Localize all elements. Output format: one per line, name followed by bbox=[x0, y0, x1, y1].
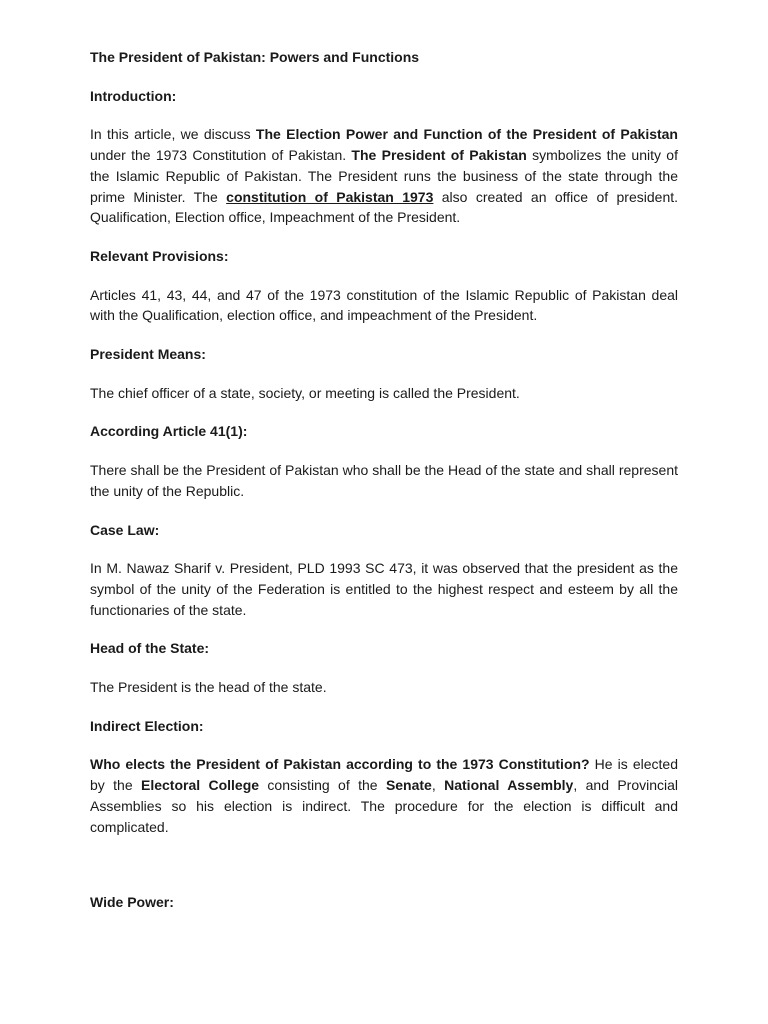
senate: Senate bbox=[385, 777, 432, 794]
paragraph-introduction bbox=[90, 124, 678, 228]
document-title: The President of Pakistan: Powers and Functions bbox=[90, 49, 420, 65]
heading-wide-power: Wide Power: bbox=[90, 894, 174, 911]
intro-text-1: In this article, we discuss bbox=[90, 126, 256, 143]
heading-article-41: According Article 41(1): bbox=[90, 423, 248, 440]
heading-indirect-election: Indirect Election: bbox=[90, 717, 204, 734]
heading-president-means: President Means: bbox=[90, 346, 206, 363]
paragraph-head-of-state: The President is the head of the state. bbox=[90, 679, 327, 696]
paragraph-president-means: The chief officer of a state, society, or meeting is called the President. bbox=[90, 384, 520, 401]
paragraph-relevant-provisions: Articles 41, 43, 44, and 47 of the 1973 constitution of the Islamic Republic of Pakistan deal with the Qualification, election office, and impeachment of the President. bbox=[90, 286, 678, 324]
heading-relevant-provisions: Relevant Provisions: bbox=[90, 247, 229, 264]
intro-text-4: also created an office of president. Qualification, Election office, Impeachment of the President. bbox=[90, 188, 679, 226]
electoral-college: Electoral College bbox=[140, 777, 260, 794]
election-question: Who elects the President of Pakistan according to the 1973 Constitution? bbox=[90, 756, 590, 773]
paragraph-indirect-election bbox=[90, 754, 678, 837]
election-text-1: He is elected by the bbox=[90, 756, 678, 794]
paragraph-case-law: In M. Nawaz Sharif v. President, PLD 1993 SC 473, it was observed that the president as the symbol of the unity of the Federation is entitled to the highest respect and esteem by all the functionaries of the state. bbox=[90, 560, 678, 618]
heading-introduction: Introduction: bbox=[90, 87, 177, 104]
paragraph-article-41: There shall be the President of Pakistan who shall be the Head of the state and shall represent the unity of the Republic. bbox=[90, 462, 678, 499]
intro-text-2: under the 1973 Constitution of Pakistan. bbox=[90, 147, 352, 164]
intro-bold-2: The President of Pakistan bbox=[351, 147, 527, 164]
national-assembly: National Assembly bbox=[444, 777, 574, 794]
constitution-link[interactable]: constitution of Pakistan 1973 bbox=[226, 188, 434, 205]
heading-case-law: Case Law: bbox=[90, 521, 160, 538]
election-text-4: , and Provincial Assemblies so his election is indirect. The procedure for the election is difficult and complicated. bbox=[90, 777, 679, 835]
election-text-2: consisting of the bbox=[259, 777, 386, 794]
election-text-3: , bbox=[431, 777, 445, 794]
intro-bold-1: The Election Power and Function of the President of Pakistan bbox=[255, 126, 678, 143]
intro-text-3: symbolizes the unity of the Islamic Republic of Pakistan. The President runs the business of the state through the prime Minister. The bbox=[90, 147, 678, 205]
heading-head-of-state: Head of the State: bbox=[90, 640, 210, 657]
